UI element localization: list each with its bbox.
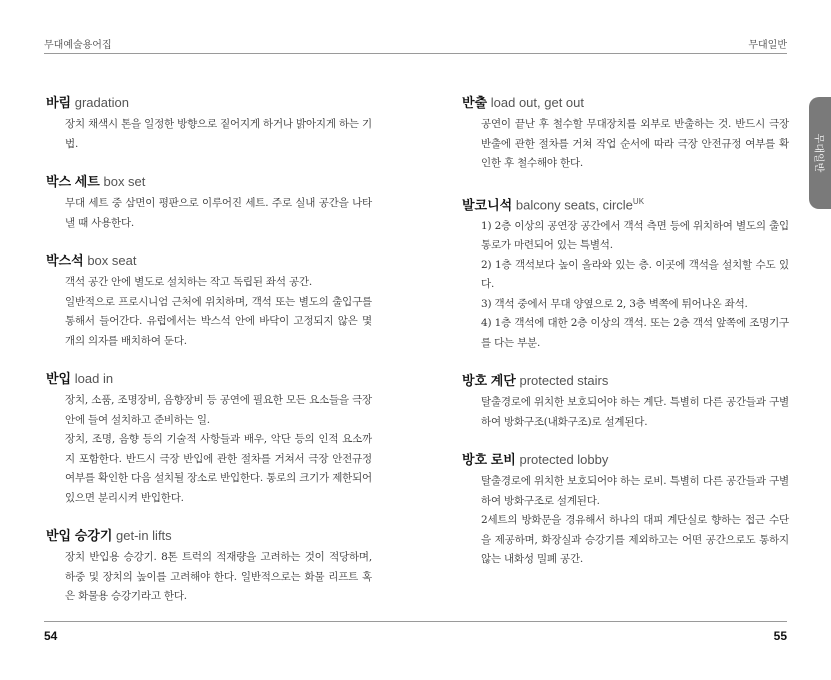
- glossary-entry: [46, 252, 372, 351]
- term-english: gradation: [74, 95, 129, 110]
- glossary-entry: [462, 193, 789, 354]
- entry-definitions: [65, 391, 372, 508]
- left-column: [46, 94, 372, 626]
- definition-text: 장치, 조명, 음향 등의 기술적 사항들과 배우, 악단 등의 인적 요소까지 포함한다. 반드시 극장 반입에 관한 절차를 거쳐서 극장 안전규정 여부를 확인한 다음 설치될 장소로 반입한다. 통로의 크기가 제한되어 있으면 분리시켜 반입한다.: [65, 433, 372, 504]
- term-english: box set: [103, 174, 146, 189]
- term-english: box seat: [87, 253, 137, 268]
- definition-text: 탈출경로에 위치한 보호되어야 하는 계단. 특별히 다른 공간들과 구별하여 방화구조(내화구조)로 설계된다.: [481, 396, 789, 428]
- entry-term: [46, 370, 372, 388]
- term-korean: 방호 계단: [462, 373, 516, 389]
- section-tab-label: 무대일반: [812, 133, 824, 173]
- entry-definitions: [481, 115, 789, 174]
- top-rule: [44, 53, 787, 54]
- entry-definitions: [481, 472, 789, 570]
- page-number-left: 54: [44, 629, 58, 643]
- right-column: [462, 94, 789, 589]
- definition-text: 1) 2층 이상의 공연장 공간에서 객석 측면 등에 위치하여 별도의 출입 통로가 마련되어 있는 특별석.: [481, 219, 789, 252]
- definition-text: 4) 1층 객석에 대한 2층 이상의 객석. 또는 2층 객석 앞쪽에 조명기구를 다는 부분.: [481, 317, 789, 349]
- definition-text: 일반적으로 프로시니엄 근처에 위치하며, 객석 또는 별도의 출입구를 통해서 들어간다. 유럽에서는 박스석 안에 바닥이 고정되지 않은 몇 개의 의자를 배치하여 둔다.: [65, 295, 372, 347]
- term-korean: 반입 승강기: [46, 528, 113, 543]
- definition-text: 객석 공간 안에 별도로 설치하는 작고 독립된 좌석 공간.: [65, 276, 312, 288]
- term-english: protected stairs: [519, 373, 609, 389]
- glossary-entry: [462, 451, 789, 570]
- entry-term: [462, 193, 789, 214]
- entry-term: [462, 94, 789, 112]
- term-korean: 박스 세트: [46, 174, 100, 189]
- entry-term: [46, 94, 372, 112]
- glossary-entry: [46, 370, 372, 508]
- definition-text: 장치, 소품, 조명장비, 음향장비 등 공연에 필요한 모든 요소들을 극장 안에 들여 설치하고 준비하는 일.: [65, 394, 372, 426]
- entry-term: [46, 252, 372, 270]
- term-english: load out, get out: [490, 95, 584, 110]
- entry-definitions: [481, 217, 789, 354]
- section-tab[interactable]: [809, 97, 831, 209]
- definition-text: 3) 객석 중에서 무대 양옆으로 2, 3층 벽쪽에 튀어나온 좌석.: [481, 297, 748, 310]
- term-english: protected lobby: [519, 452, 609, 468]
- term-korean: 바림: [46, 95, 72, 110]
- definition-text: 무대 세트 중 삼면이 평판으로 이루어진 세트. 주로 실내 공간을 나타낼 때 사용한다.: [65, 197, 372, 229]
- glossary-entry: [46, 173, 372, 233]
- glossary-entry: [462, 94, 789, 174]
- entry-term: [46, 173, 372, 191]
- entry-definitions: [65, 548, 372, 607]
- term-korean: 박스석: [46, 253, 84, 268]
- term-english: load in: [74, 371, 114, 386]
- header-left: 무대예술용어집: [44, 40, 112, 51]
- term-korean: 반입: [46, 371, 72, 386]
- entry-term: [462, 451, 789, 469]
- header-right: 무대일반: [748, 40, 787, 51]
- entry-definitions: [65, 273, 372, 351]
- term-korean: 반출: [462, 95, 488, 110]
- glossary-entry: [46, 94, 372, 154]
- bottom-rule: [44, 621, 787, 622]
- term-superscript: UK: [632, 196, 645, 206]
- entry-definitions: [65, 115, 372, 154]
- entry-definitions: [65, 194, 372, 233]
- term-korean: 방호 로비: [462, 452, 516, 468]
- definition-text: 장치 반입용 승강기. 8톤 트럭의 적재량을 고려하는 것이 적당하며, 하중 및 장치의 높이를 고려해야 한다. 일반적으로는 화물 리프트 혹은 화물용 승강기라고 한다.: [65, 551, 372, 602]
- definition-text: 장치 채색시 톤을 일정한 방향으로 짙어지게 하거나 밝아지게 하는 기법.: [65, 118, 372, 150]
- term-english: get-in lifts: [116, 528, 172, 543]
- term-english: balcony seats, circle: [515, 196, 633, 212]
- term-korean: 발코니석: [462, 196, 513, 212]
- definition-text: 2세트의 방화문을 경유해서 하나의 대피 계단실로 향하는 접근 수단을 제공하며, 화장실과 승강기를 제외하고는 어떤 공간으로도 통하지 않는 내화성 밀폐 공간.: [481, 514, 789, 566]
- definition-text: 2) 1층 객석보다 높이 올라와 있는 층. 이곳에 객석을 설치할 수도 있다.: [481, 258, 789, 291]
- definition-text: 공연이 끝난 후 철수할 무대장치를 외부로 반출하는 것. 반드시 극장 반출에 관한 절차를 거쳐 작업 순서에 따라 극장 안전규정 여부를 확인한 후 철수해야 한다.: [481, 118, 789, 169]
- entry-term: [46, 527, 372, 545]
- entry-term: [462, 372, 789, 390]
- page-number-right: 55: [773, 629, 787, 643]
- entry-definitions: [481, 393, 789, 432]
- glossary-entry: [462, 372, 789, 432]
- glossary-entry: [46, 527, 372, 607]
- definition-text: 탈출경로에 위치한 보호되어야 하는 로비. 특별히 다른 공간들과 구별하여 방화구조로 설계된다.: [481, 475, 789, 507]
